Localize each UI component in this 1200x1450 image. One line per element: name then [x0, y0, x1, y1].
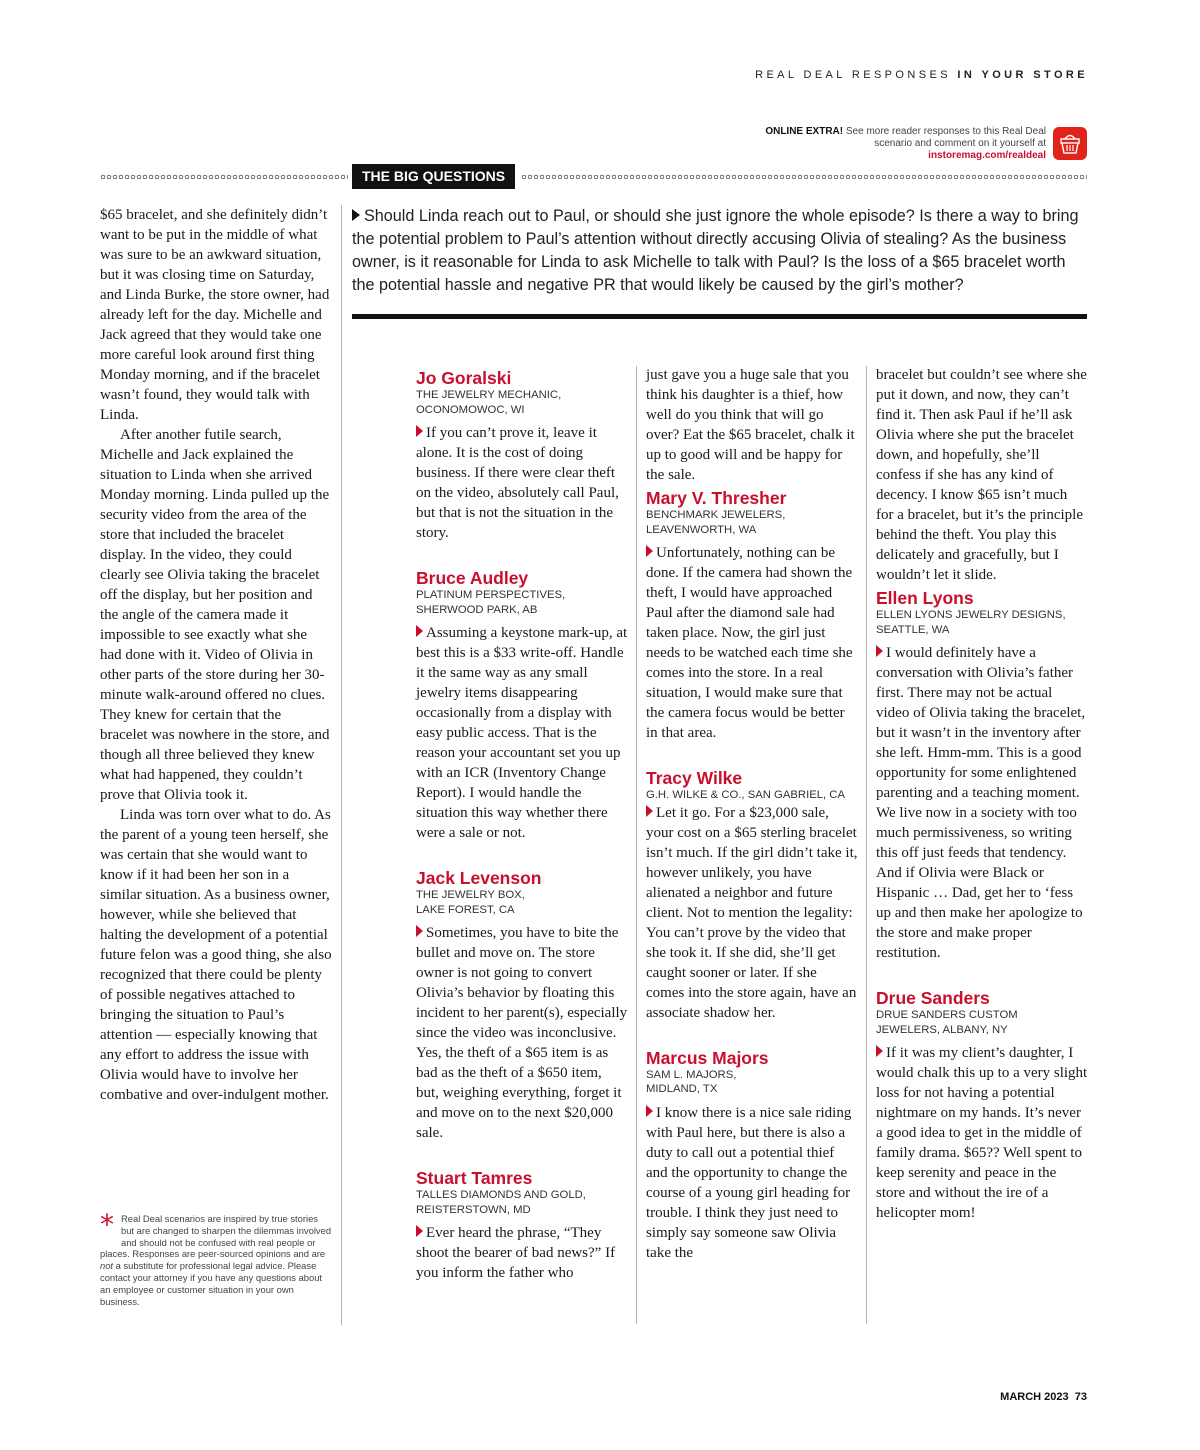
response: [646, 485, 858, 743]
page-footer: [1000, 1391, 1087, 1403]
response: [646, 765, 858, 1023]
online-extra-text: See more reader responses to this Real Deal scenario and comment on it yourself at: [845, 126, 1046, 149]
story-paragraph: Linda was torn over what to do. As the parent of a young teen herself, she was certain that she would want to know if it had been her son in a similar situation. As a business owner, however, while she believed that halting the development of a potential future felon was a good thing, she also recognized that there could be plenty of possible negatives attached to bringing the situation to Paul’s attention — especially knowing that any effort to address the issue with Olivia would have to involve her combative and over-indulgent mother.: [100, 807, 332, 1103]
respondent-affiliation: PLATINUM PERSPECTIVES, SHERWOOD PARK, AB: [416, 589, 566, 616]
response: [416, 865, 628, 1143]
response-text: Sometimes, you have to bite the bullet and move on. The store owner is not going to convert Olivia’s behavior by floating this incident to her parent(s), especially since the video was inconclusive. Yes, the theft of a $65 item is as bad as the theft of a $650 item, but, weighing everything, forget it and move on to the next $20,000 sale.: [416, 925, 628, 1141]
respondent-affiliation: TALLES DIAMONDS AND GOLD, REISTERSTOWN, MD: [416, 1189, 586, 1216]
respondent-affiliation: THE JEWELRY MECHANIC, OCONOMOWOC, WI: [416, 389, 562, 416]
response-text: If you can’t prove it, leave it alone. It is the cost of doing business. If there were clear theft on the video, absolutely call Paul, but that is not the situation in the story.: [416, 425, 619, 541]
respondent-name: Stuart Tamres: [416, 1168, 533, 1188]
respondent-name: Marcus Majors: [646, 1047, 769, 1068]
online-extra-link[interactable]: instoremag.com/realdeal: [928, 150, 1046, 161]
big-questions-body: Should Linda reach out to Paul, or should she just ignore the whole episode? Is there a way to bring the potential problem to Paul’s attention without directly accusing Olivia of stealing? As the business owner, is it reasonable for Linda to ask Michelle to talk with Paul? Is the loss of a $65 bracelet worth the potential hassle and negative PR that would likely be caused by the girl’s mother?: [352, 207, 1079, 294]
triangle-bullet-icon: [876, 645, 883, 657]
section-prefix: REAL DEAL RESPONSES: [755, 69, 951, 81]
respondent-name: Bruce Audley: [416, 568, 529, 588]
column-divider-2: [636, 366, 637, 1324]
online-extra-lead: ONLINE EXTRA!: [765, 126, 844, 137]
issue-date: MARCH 2023: [1000, 1391, 1069, 1403]
triangle-bullet-icon: [646, 805, 653, 817]
online-extra: [756, 126, 1046, 162]
response-continuation: bracelet but couldn’t see where she put it down, and now, they can’t find it. Then ask Paul if he’ll ask Olivia where she put the bracelet down, and hopefully, she’ll confess if she has any kind of decency. I know $65 isn’t much for a bracelet, but it’s the principle behind the theft. You play this delicately and gracefully, but I wouldn’t let it slide.: [876, 367, 1087, 583]
response: [416, 365, 628, 543]
respondent-affiliation: BENCHMARK JEWELERS, LEAVENWORTH, WA: [646, 509, 786, 536]
section-header: [755, 69, 1088, 81]
footnote-emphasis: not: [100, 1260, 114, 1272]
triangle-bullet-icon: [646, 545, 653, 557]
section-title: IN YOUR STORE: [957, 69, 1088, 81]
respondent-affiliation: ELLEN LYONS JEWELRY DESIGNS, SEATTLE, WA: [876, 609, 1066, 636]
dotted-rule-left: [100, 174, 348, 180]
dotted-rule-right: [521, 174, 1087, 180]
big-questions-label: THE BIG QUESTIONS: [352, 164, 515, 189]
footnote-text-end: a substitute for professional legal advice. Please contact your attorney if you have any questions about an employee or customer situation in your own business.: [100, 1260, 323, 1307]
asterisk-icon: *: [100, 1208, 114, 1241]
response: [416, 565, 628, 843]
response-text: I would definitely have a conversation with Olivia’s father first. There may not be actual video of Olivia taking the bracelet, but it wasn’t in the inventory after she left. Hmm-mm. This is a good opportunity for some enlightened parenting and a teaching moment. We live now in a society with too much permissiveness, so writing this off just feeds that tendency. And if Olivia were Black or Hispanic … Dad, get her to ‘fess up and then make her apologize to the store and make proper restitution.: [876, 645, 1086, 961]
response-text: If it was my client’s daughter, I would chalk this up to a very slight loss for not having a potential nightmare on my hands. It’s never a good idea to get in the middle of family drama. $65?? Well spent to keep serenity and peace in the store and without the ire of a helicopter mom!: [876, 1045, 1088, 1221]
story-paragraph: After another futile search, Michelle and Jack explained the situation to Linda when she arrived Monday morning. Linda pulled up the security video from the area of the store that included the bracelet display. In the video, they could clearly see Olivia taking the bracelet off the display, but her position and the angle of the camera made it impossible to see exactly what she had done with it. Video of Olivia in other parts of the store during her 30-minute walk-around offered no clues. They knew for certain that the bracelet was nowhere in the store, and though all three believed they knew what had happened, they couldn’t prove that Olivia took it.: [100, 427, 330, 803]
response-text: Ever heard the phrase, “They shoot the bearer of bad news?” If you inform the father who: [416, 1225, 616, 1281]
respondent-name: Jo Goralski: [416, 368, 512, 388]
triangle-bullet-icon: [416, 1225, 423, 1237]
respondent-name: Tracy Wilke: [646, 768, 743, 788]
response-text: Let it go. For a $23,000 sale, your cost on a $65 sterling bracelet isn’t much. If the girl didn’t take it, however unlikely, you have alienated a neighbor and future client. Not to mention the legality: You can’t prove by the video that she took it. If she did, she’ll get caught sooner or later. If she comes into the store again, have an associate shadow her.: [646, 804, 858, 1021]
response: [416, 1165, 628, 1283]
page-number: 73: [1074, 1391, 1087, 1403]
column-divider-3: [866, 366, 867, 1324]
response-text: Assuming a keystone mark-up, at best this is a $33 write-off. Handle it the same way as any small jewelry items disappearing occasionally from a display with easy public access. That is the reason your accountant set you up with an ICR (Inventory Change Report). I would handle the situation this way whether there were a sale or not.: [416, 625, 628, 841]
triangle-bullet-icon: [876, 1045, 883, 1057]
responses-column-1: [416, 365, 628, 1305]
respondent-affiliation: G.H. WILKE & CO., SAN GABRIEL, CA: [646, 789, 845, 801]
triangle-bullet-icon: [416, 925, 423, 937]
footnote-text: Real Deal scenarios are inspired by true stories but are changed to sharpen the dilemmas involved and should not be confused with real people or places. Responses are peer-sourced opinions and are: [100, 1213, 332, 1260]
response-text: I know there is a nice sale riding with Paul here, but there is also a duty to call out a potential thief and the opportunity to change the course of a young girl heading for trouble. I think they just need to simply say someone saw Olivia take the: [646, 1104, 852, 1261]
respondent-name: Mary V. Thresher: [646, 488, 787, 508]
response: [646, 1045, 858, 1263]
disclaimer-footnote: [100, 1208, 332, 1307]
respondent-affiliation: SAM L. MAJORS, MIDLAND, TX: [646, 1068, 737, 1095]
respondent-name: Jack Levenson: [416, 868, 542, 888]
triangle-bullet-icon: [416, 425, 423, 437]
responses-column-3: [876, 365, 1088, 1245]
triangle-bullet-icon: [416, 625, 423, 637]
column-divider-1: [341, 205, 342, 1325]
story-column: [100, 205, 332, 1105]
respondent-name: Ellen Lyons: [876, 588, 974, 608]
respondent-name: Drue Sanders: [876, 988, 990, 1008]
triangle-bullet-icon: [646, 1105, 653, 1117]
response-continuation: just gave you a huge sale that you think his daughter is a thief, how well do you think that will go over? Eat the $65 bracelet, chalk it up to good will and be happy for the sale.: [646, 367, 855, 483]
big-questions-text: [352, 205, 1092, 297]
respondent-affiliation: THE JEWELRY BOX, LAKE FOREST, CA: [416, 889, 525, 916]
respondent-affiliation: DRUE SANDERS CUSTOM JEWELERS, ALBANY, NY: [876, 1009, 1018, 1036]
section-divider: [352, 314, 1087, 319]
triangle-bullet-icon: [352, 209, 360, 221]
story-paragraph: $65 bracelet, and she definitely didn’t want to be put in the middle of what was sure to be an awkward situation, but it was closing time on Saturday, and Linda Burke, the store owner, had already left for the day. Michelle and Jack agreed that they would take one more careful look around first thing Monday morning, and if the bracelet wasn’t found, they would talk with Linda.: [100, 207, 330, 423]
responses-column-2: [646, 365, 858, 1285]
shopping-basket-icon: [1053, 127, 1087, 160]
response: [876, 585, 1088, 963]
response-text: Unfortunately, nothing can be done. If the camera had shown the theft, I would have approached Paul after the diamond sale had taken place. Now, the girl just needs to be watched each time she comes into the store. In a real situation, I would make sure that the camera focus would be better in that area.: [646, 545, 853, 741]
response: [876, 985, 1088, 1223]
